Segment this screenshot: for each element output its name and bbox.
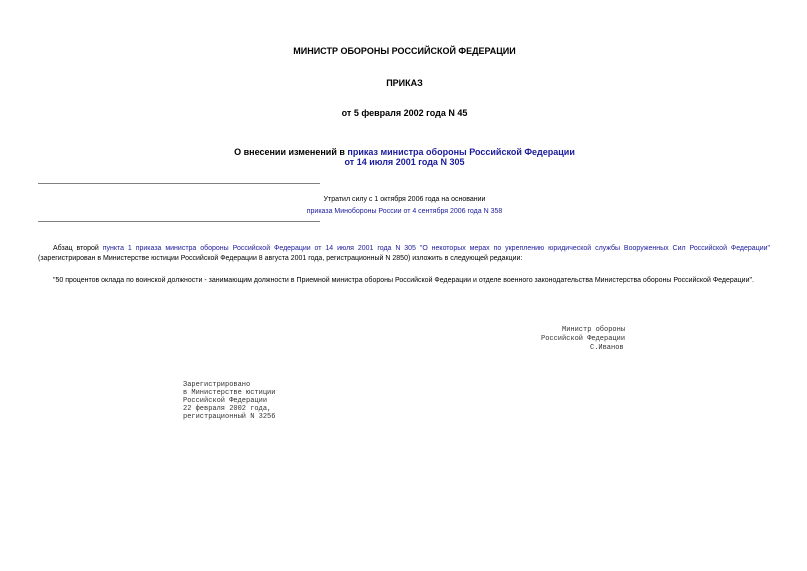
ministry-heading: МИНИСТР ОБОРОНЫ РОССИЙСКОЙ ФЕДЕРАЦИИ xyxy=(293,46,516,56)
title-link-order-date[interactable]: от 14 июля 2001 года N 305 xyxy=(344,157,465,167)
order-date-heading: от 5 февраля 2002 года N 45 xyxy=(341,108,468,118)
signature-title: Министр обороны xyxy=(562,326,626,334)
body-paragraph-2: "50 процентов оклада по воинской должности - занимающим должности в Приемной министра обороны Российской Федерации и отделе военного законодательства Министерства обороны Российской Федерации". xyxy=(53,277,754,284)
signature-country: Российской Федерации xyxy=(541,335,626,343)
registration-line-4: 22 февраля 2002 года, xyxy=(183,405,272,413)
body-paragraph-1 xyxy=(38,244,770,264)
status-note-text: Утратил силу с 1 октября 2006 года на основании xyxy=(323,196,486,203)
order-type-heading: ПРИКАЗ xyxy=(386,78,423,88)
p1-end: (зарегистрирован в Министерстве юстиции Российской Федерации 8 августа 2001 года, регистрационный N 2850) изложить в следующей редакции: xyxy=(38,255,523,262)
status-note-link[interactable]: приказа Минобороны России от 4 сентября 2006 года N 358 xyxy=(306,208,503,215)
status-note xyxy=(38,194,771,218)
title-prefix: О внесении изменений в xyxy=(234,147,348,157)
divider-bottom xyxy=(38,221,320,222)
p1-start: Абзац второй xyxy=(53,245,103,252)
title-link-amended-order[interactable]: приказ министра обороны Российской Федерации xyxy=(347,147,575,157)
registration-line-2: в Министерстве юстиции xyxy=(183,389,276,397)
signature-name: С.Иванов xyxy=(590,344,624,352)
registration-line-5: регистрационный N 3256 xyxy=(183,413,276,421)
divider-top xyxy=(38,183,320,184)
document-title xyxy=(38,147,771,167)
p1-link-order-clause[interactable]: пункта 1 приказа министра обороны Российской Федерации от 14 июля 2001 года N 305 "О некоторых мерах по укреплению юридической службы Вооруженных Сил Российской Федерации" xyxy=(102,245,771,252)
registration-line-1: Зарегистрировано xyxy=(183,381,251,389)
registration-line-3: Российской Федерации xyxy=(183,397,268,405)
